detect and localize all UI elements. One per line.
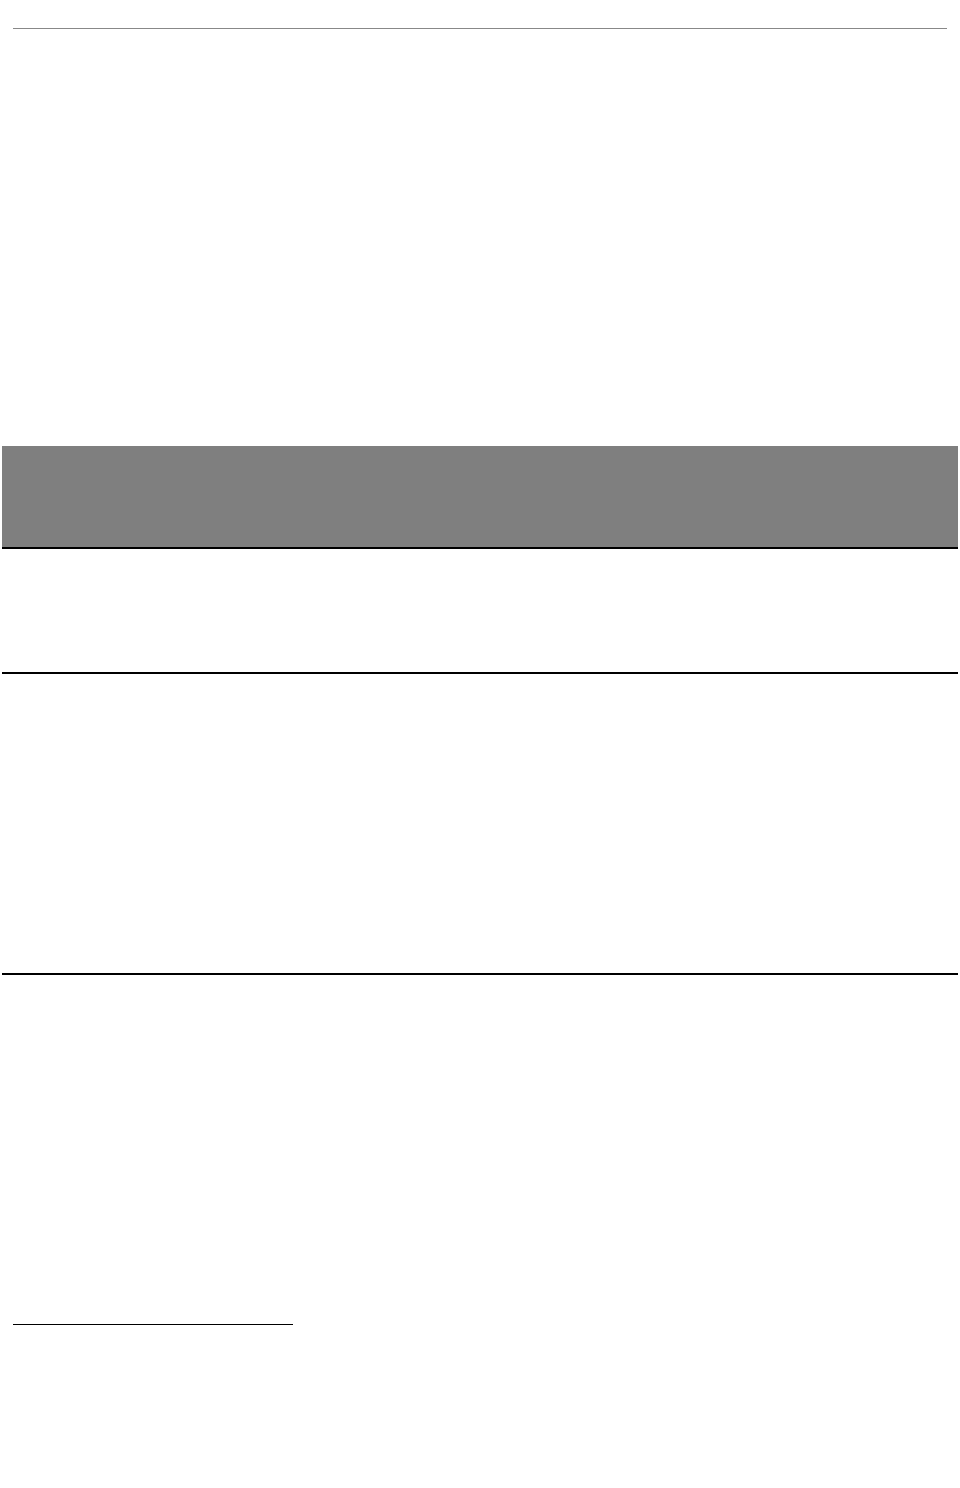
group-header-row (2, 446, 958, 547)
header-rule (13, 28, 947, 29)
footnote-rule (13, 1324, 293, 1325)
table-bottom-rule (2, 973, 958, 975)
header-bottom-rule (2, 672, 958, 674)
table-top-rule (2, 547, 958, 549)
